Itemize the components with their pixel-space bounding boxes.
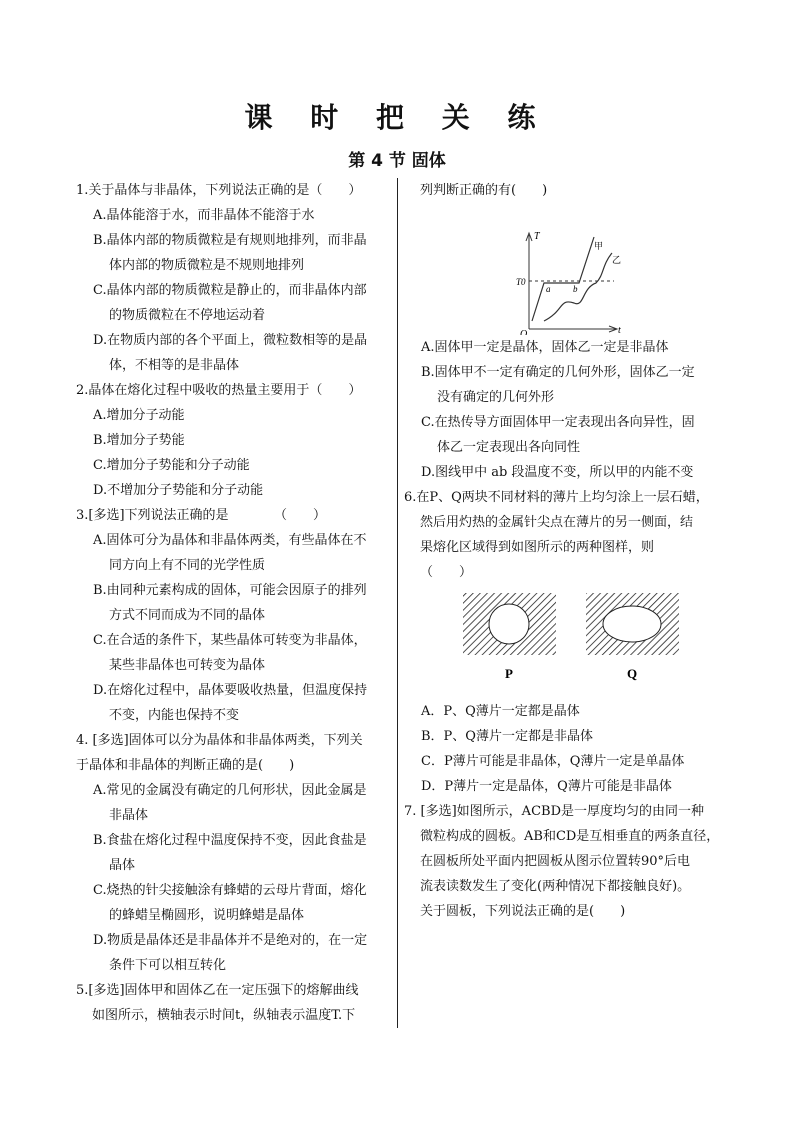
q3-option-c-line1: C.在合适的条件下，某些晶体可转变为非晶体，: [93, 633, 367, 648]
q1-option-d: [76, 328, 392, 378]
q5-stem-line1: 5.[多选]固体甲和固体乙在一定压强下的熔解曲线: [76, 983, 359, 998]
label-yi: 乙: [612, 256, 622, 266]
q2-option-d: D.不增加分子势能和分子动能: [93, 483, 264, 498]
q1-option-c-line1: C.晶体内部的物质微粒是静止的，而非晶体内部: [93, 283, 367, 298]
question-2: [76, 378, 392, 503]
q7-stem-line4: 流表读数发生了变化(两种情况下都接触良好)。: [420, 879, 691, 894]
q4-option-b-line2: 晶体: [109, 858, 136, 873]
q5-option-d: D.图线甲中 ab 段温度不变，所以甲的内能不变: [421, 465, 694, 480]
melting-curve-svg: [404, 203, 724, 335]
label-axis-t: T: [534, 231, 540, 242]
q6-option-b: B．P、Q薄片一定都是非晶体: [421, 729, 593, 744]
label-q: Q: [626, 666, 638, 681]
q-ellipse: [603, 606, 661, 642]
page-title: 课 时 把 关 练: [244, 101, 550, 134]
q4-option-d: [76, 928, 392, 978]
label-p: P: [505, 666, 513, 681]
q1-option-c: [76, 278, 392, 328]
q5-option-b-line1: B.固体甲不一定有确定的几何外形，固体乙一定: [421, 365, 695, 380]
q4-option-c-line1: C.烧热的针尖接触涂有蜂蜡的云母片背面，熔化: [93, 883, 367, 898]
q7-stem-line5: 关于圆板，下列说法正确的是( ): [420, 904, 626, 919]
q3-option-a: [76, 528, 392, 578]
question-2-stem: 2.晶体在熔化过程中吸收的热量主要用于（ ）: [76, 383, 362, 398]
q3-option-c-line2: 某些非晶体也可转变为晶体: [109, 658, 266, 673]
question-5-start: [76, 978, 392, 1028]
q5-option-a: A.固体甲一定是晶体，固体乙一定是非晶体: [421, 340, 669, 355]
q3-option-c: [76, 628, 392, 678]
pq-svg: [404, 591, 724, 691]
q3-option-d-line2: 不变，内能也保持不变: [109, 708, 240, 723]
q1-option-d-line1: D.在物质内部的各个平面上，微粒数相等的是晶: [93, 333, 368, 348]
question-1: [76, 178, 392, 378]
question-6: [404, 485, 724, 799]
question-3: [76, 503, 392, 728]
q1-option-c-line2: 的物质微粒在不停地运动着: [109, 308, 266, 323]
q5-option-c: [404, 410, 724, 460]
left-column: [76, 178, 392, 1028]
q5-option-c-line2: 体乙一定表现出各向同性: [437, 440, 581, 455]
question-4-stem: [76, 728, 392, 778]
question-3-stem: 3.[多选]下列说法正确的是 （ ）: [76, 508, 327, 523]
right-column: [404, 178, 724, 924]
q4-option-b-line1: B.食盐在熔化过程中温度保持不变，因此食盐是: [93, 833, 367, 848]
q3-option-b-line1: B.由同种元素构成的固体，可能会因原子的排列: [93, 583, 367, 598]
q5-option-b: [404, 360, 724, 410]
q4-option-a-line2: 非晶体: [109, 808, 149, 823]
q7-stem-line3: 在圆板所处平面内把圆板从图示位置转90°后电: [420, 854, 691, 869]
q7-stem-line1: 7. [多选]如图所示，ACBD是一厚度均匀的由同一种: [404, 804, 704, 819]
label-point-a: a: [546, 284, 551, 294]
q3-option-a-line2: 同方向上有不同的光学性质: [109, 558, 266, 573]
q3-option-a-line1: A.固体可分为晶体和非晶体两类，有些晶体在不: [93, 533, 367, 548]
q1-option-a: A.晶体能溶于水，而非晶体不能溶于水: [93, 208, 315, 223]
q6-stem-line3: 果熔化区域得到如图所示的两种图样，则: [420, 540, 655, 555]
q5-option-b-line2: 没有确定的几何外形: [437, 390, 555, 405]
q4-option-c-line2: 的蜂蜡呈椭圆形，说明蜂蜡是晶体: [109, 908, 305, 923]
label-point-b: b: [573, 284, 578, 294]
q1-option-b-line1: B.晶体内部的物质微粒是有规则地排列，而非晶: [93, 233, 367, 248]
label-t0: T0: [516, 277, 526, 287]
q5-option-c-line1: C.在热传导方面固体甲一定表现出各向异性，固: [421, 415, 695, 430]
q4-option-a-line1: A.常见的金属没有确定的几何形状，因此金属是: [93, 783, 367, 798]
q5-stem-line2: 如图所示，横轴表示时间t，纵轴表示温度T.下: [92, 1008, 356, 1023]
q2-option-a: A.增加分子动能: [93, 408, 185, 423]
melting-curve-figure: [404, 203, 724, 335]
q3-option-d: [76, 678, 392, 728]
q3-option-d-line1: D.在熔化过程中，晶体要吸收热量，但温度保持: [93, 683, 368, 698]
q4-stem-line1: 4. [多选]固体可以分为晶体和非晶体两类，下列关: [76, 733, 363, 748]
q6-option-d: D．P薄片一定是晶体，Q薄片可能是非晶体: [421, 779, 672, 794]
question-1-stem: 1.关于晶体与非晶体，下列说法正确的是（ ）: [76, 183, 362, 198]
q6-stem-line2: 然后用灼热的金属针尖点在薄片的另一侧面，结: [420, 515, 694, 530]
q6-option-a: A．P、Q薄片一定都是晶体: [421, 704, 580, 719]
label-axis-time: t: [618, 325, 621, 335]
pq-figure: [404, 591, 724, 691]
curve-yi: [544, 253, 612, 321]
q5-stem-line3: 列判断正确的有( ): [420, 183, 548, 198]
q3-option-b-line2: 方式不同而成为不同的晶体: [109, 608, 266, 623]
q1-option-d-line2: 体，不相等的是非晶体: [109, 358, 240, 373]
q3-option-b: [76, 578, 392, 628]
section-subtitle: 第 4 节 固体: [348, 151, 446, 171]
label-origin: O: [520, 329, 528, 335]
question-7: [404, 799, 724, 924]
q4-stem-line2: 于晶体和非晶体的判断正确的是( ): [76, 758, 295, 773]
q4-option-a: [76, 778, 392, 828]
q1-option-b: [76, 228, 392, 278]
question-4: [76, 728, 392, 978]
q6-stem-line4: （ ）: [420, 565, 473, 580]
q2-option-b: B.增加分子势能: [93, 433, 185, 448]
curve-jia: [532, 237, 594, 321]
q6-option-c: C．P薄片可能是非晶体，Q薄片一定是单晶体: [421, 754, 685, 769]
label-jia: 甲: [594, 242, 604, 252]
q2-option-c: C.增加分子势能和分子动能: [93, 458, 250, 473]
column-divider: [397, 178, 398, 1028]
q4-option-d-line1: D.物质是晶体还是非晶体并不是绝对的，在一定: [93, 933, 368, 948]
q4-option-d-line2: 条件下可以相互转化: [109, 958, 227, 973]
q6-stem-line1: 6.在P、Q两块不同材料的薄片上均匀涂上一层石蜡，: [404, 490, 709, 505]
q4-option-c: [76, 878, 392, 928]
q4-option-b: [76, 828, 392, 878]
q1-option-b-line2: 体内部的物质微粒是不规则地排列: [109, 258, 305, 273]
q7-stem-line2: 微粒构成的圆板。AB和CD是互相垂直的两条直径，: [420, 829, 720, 844]
p-circle: [489, 604, 529, 644]
